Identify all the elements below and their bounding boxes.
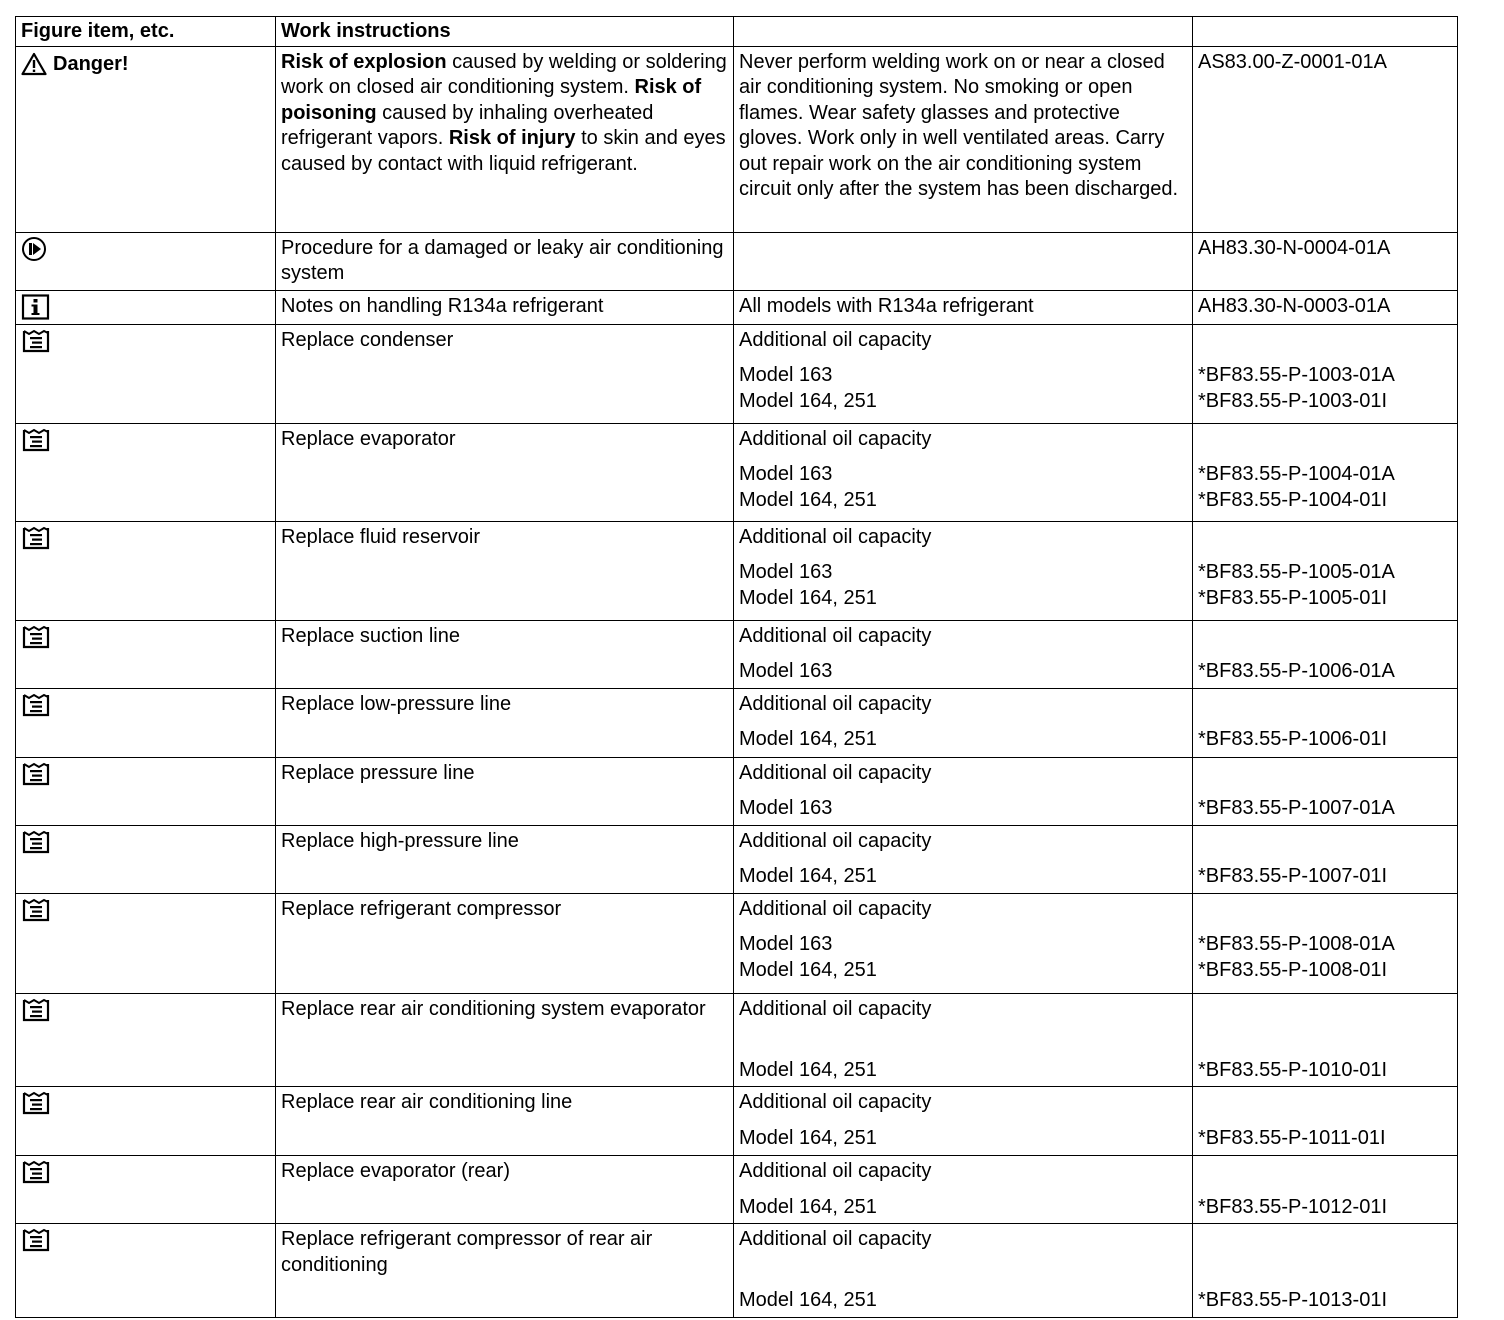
header-figure-item: Figure item, etc. bbox=[16, 17, 276, 47]
warning-triangle-icon bbox=[21, 52, 47, 76]
capacity-container-icon bbox=[21, 624, 51, 650]
oil-capacity-heading: Additional oil capacity bbox=[739, 525, 932, 548]
oil-capacity-heading: Additional oil capacity bbox=[739, 427, 932, 450]
model-label: Model 163 bbox=[739, 561, 833, 583]
oil-capacity-heading: Additional oil capacity bbox=[739, 692, 932, 715]
task-text: Replace pressure line bbox=[276, 757, 734, 825]
reference-code: *BF83.55-P-1012-01I bbox=[1198, 1195, 1388, 1218]
info-reference: AH83.30-N-0003-01A bbox=[1193, 290, 1458, 324]
task-text: Replace low-pressure line bbox=[276, 688, 734, 757]
reference-code: *BF83.55-P-1005-01I bbox=[1198, 586, 1388, 609]
info-row bbox=[16, 290, 1458, 324]
model-label: Model 164, 251 bbox=[739, 1126, 877, 1149]
model-label: Model 164, 251 bbox=[739, 586, 877, 609]
capacity-container-icon bbox=[21, 525, 51, 551]
capacity-container-icon bbox=[21, 1090, 51, 1116]
capacity-row bbox=[16, 324, 1458, 423]
procedure-text: Procedure for a damaged or leaky air conditioning system bbox=[276, 232, 734, 290]
danger-measures: Never perform welding work on or near a closed air conditioning system. No smoking or open flames. Wear safety glasses and protective gloves. Work only in well ventilated areas. Carry out repair work on the air conditioning system circuit only after the system has been discharged. bbox=[734, 46, 1193, 232]
reference-code: *BF83.55-P-1011-01I bbox=[1198, 1126, 1386, 1149]
capacity-row bbox=[16, 1087, 1458, 1156]
reference-code: *BF83.55-P-1005-01A bbox=[1198, 561, 1395, 583]
task-text: Replace rear air conditioning system evaporator bbox=[276, 993, 734, 1087]
task-text: Replace refrigerant compressor of rear air conditioning bbox=[276, 1224, 734, 1318]
model-label: Model 163 bbox=[739, 463, 833, 485]
reference-code: *BF83.55-P-1006-01A bbox=[1198, 660, 1395, 682]
capacity-row bbox=[16, 757, 1458, 825]
model-label: Model 163 bbox=[739, 660, 833, 682]
capacity-container-icon bbox=[21, 829, 51, 855]
capacity-row bbox=[16, 423, 1458, 521]
capacity-row bbox=[16, 993, 1458, 1087]
danger-risks: Risk of explosion caused by welding or soldering work on closed air conditioning system. Risk of poisoning caused by inhaling overheated refrigerant vapors. Risk of injury to skin and eyes caused by contact with liquid refrigerant. bbox=[276, 46, 734, 232]
capacity-container-icon bbox=[21, 997, 51, 1023]
task-text: Replace evaporator bbox=[276, 423, 734, 521]
capacity-container-icon bbox=[21, 1227, 51, 1253]
reference-code: *BF83.55-P-1008-01A bbox=[1198, 933, 1395, 955]
task-text: Replace rear air conditioning line bbox=[276, 1087, 734, 1156]
procedure-arrow-icon bbox=[21, 236, 49, 262]
reference-code: *BF83.55-P-1008-01I bbox=[1198, 958, 1388, 981]
oil-capacity-heading: Additional oil capacity bbox=[739, 624, 932, 647]
model-label: Model 163 bbox=[739, 797, 833, 819]
task-text: Replace suction line bbox=[276, 620, 734, 688]
capacity-container-icon bbox=[21, 328, 51, 354]
oil-capacity-heading: Additional oil capacity bbox=[739, 997, 932, 1020]
reference-code: *BF83.55-P-1004-01A bbox=[1198, 463, 1395, 485]
header-blank-4 bbox=[1193, 17, 1458, 47]
capacity-row bbox=[16, 825, 1458, 893]
reference-code: *BF83.55-P-1007-01A bbox=[1198, 797, 1395, 819]
info-text: Notes on handling R134a refrigerant bbox=[276, 290, 734, 324]
capacity-container-icon bbox=[21, 1159, 51, 1185]
header-row bbox=[16, 17, 1458, 47]
capacity-container-icon bbox=[21, 897, 51, 923]
oil-capacity-heading: Additional oil capacity bbox=[739, 829, 932, 852]
capacity-container-icon bbox=[21, 692, 51, 718]
capacity-row bbox=[16, 521, 1458, 620]
capacity-container-icon bbox=[21, 427, 51, 453]
reference-code: *BF83.55-P-1010-01I bbox=[1198, 1058, 1388, 1081]
info-icon bbox=[21, 294, 51, 320]
model-label: Model 164, 251 bbox=[739, 389, 877, 412]
task-text: Replace high-pressure line bbox=[276, 825, 734, 893]
danger-row bbox=[16, 46, 1458, 232]
oil-capacity-heading: Additional oil capacity bbox=[739, 1228, 932, 1250]
oil-capacity-heading: Additional oil capacity bbox=[739, 1160, 932, 1182]
capacity-row bbox=[16, 893, 1458, 993]
model-label: Model 164, 251 bbox=[739, 1058, 877, 1081]
capacity-row bbox=[16, 1156, 1458, 1224]
capacity-row bbox=[16, 688, 1458, 757]
model-label: Model 164, 251 bbox=[739, 1289, 877, 1311]
capacity-row bbox=[16, 620, 1458, 688]
procedure-reference: AH83.30-N-0004-01A bbox=[1193, 232, 1458, 290]
task-text: Replace condenser bbox=[276, 324, 734, 423]
work-instructions-table bbox=[15, 16, 1458, 1318]
reference-code: *BF83.55-P-1003-01I bbox=[1198, 389, 1388, 412]
model-label: Model 163 bbox=[739, 933, 833, 955]
task-text: Replace evaporator (rear) bbox=[276, 1156, 734, 1224]
reference-code: *BF83.55-P-1006-01I bbox=[1198, 728, 1388, 750]
danger-reference: AS83.00-Z-0001-01A bbox=[1193, 46, 1458, 232]
model-label: Model 164, 251 bbox=[739, 488, 877, 511]
model-label: Model 164, 251 bbox=[739, 728, 877, 750]
oil-capacity-heading: Additional oil capacity bbox=[739, 761, 932, 784]
reference-code: *BF83.55-P-1003-01A bbox=[1198, 364, 1395, 386]
model-label: Model 164, 251 bbox=[739, 958, 877, 981]
model-label: Model 163 bbox=[739, 364, 833, 386]
oil-capacity-heading: Additional oil capacity bbox=[739, 897, 932, 920]
header-work-instructions: Work instructions bbox=[276, 17, 734, 47]
reference-code: *BF83.55-P-1007-01I bbox=[1198, 865, 1388, 887]
danger-label: Danger! bbox=[21, 50, 270, 78]
task-text: Replace refrigerant compressor bbox=[276, 893, 734, 993]
info-scope: All models with R134a refrigerant bbox=[734, 290, 1193, 324]
capacity-row bbox=[16, 1224, 1458, 1318]
header-blank-3 bbox=[734, 17, 1193, 47]
reference-code: *BF83.55-P-1013-01I bbox=[1198, 1289, 1388, 1311]
task-text: Replace fluid reservoir bbox=[276, 521, 734, 620]
oil-capacity-heading: Additional oil capacity bbox=[739, 328, 932, 351]
model-label: Model 164, 251 bbox=[739, 1195, 877, 1218]
capacity-container-icon bbox=[21, 761, 51, 787]
procedure-row bbox=[16, 232, 1458, 290]
reference-code: *BF83.55-P-1004-01I bbox=[1198, 488, 1388, 511]
oil-capacity-heading: Additional oil capacity bbox=[739, 1091, 932, 1113]
model-label: Model 164, 251 bbox=[739, 865, 877, 887]
